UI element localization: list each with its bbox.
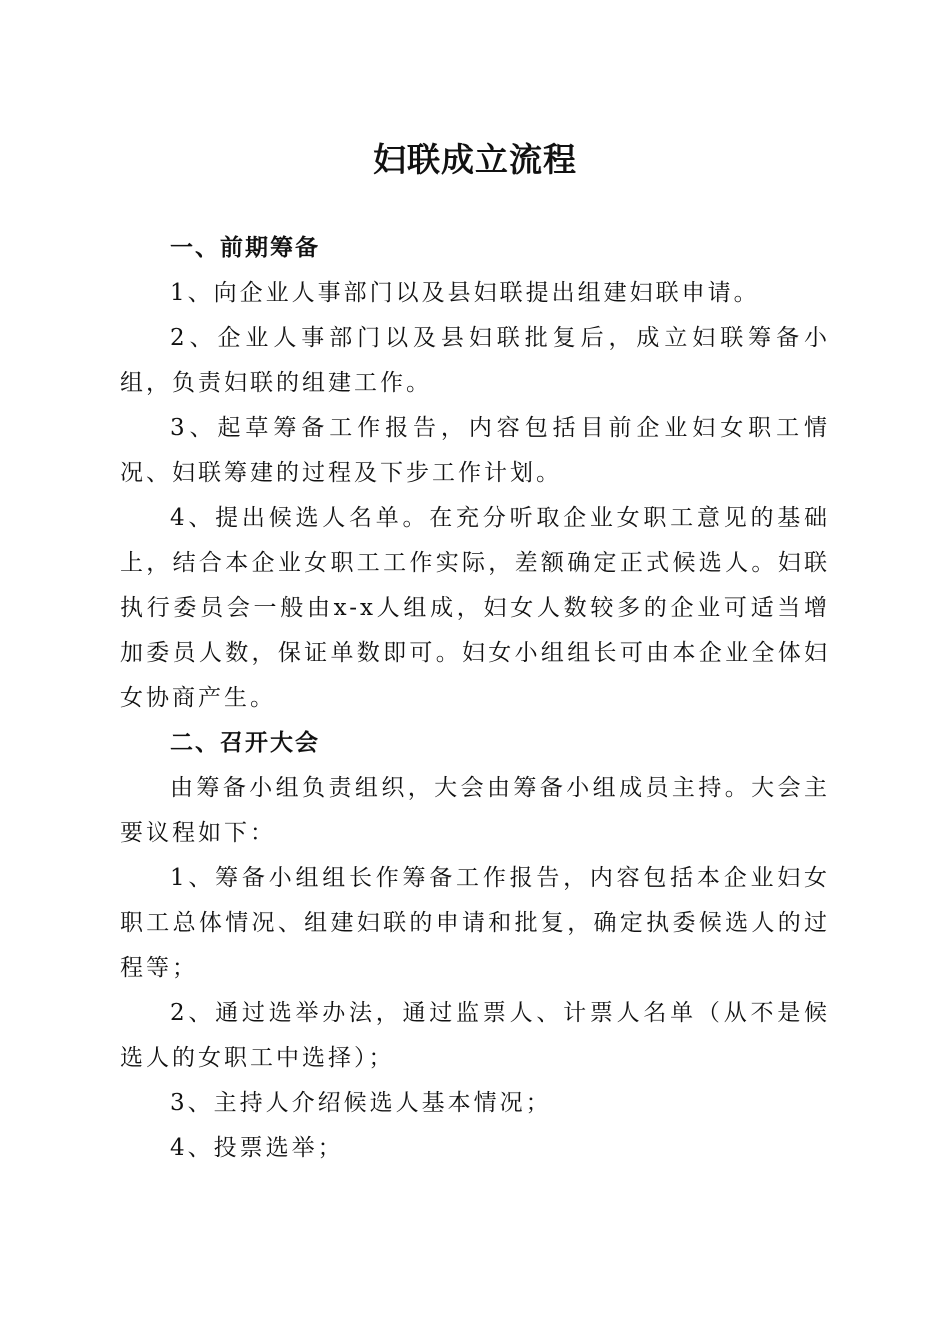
document-title: 妇联成立流程: [373, 140, 577, 179]
paragraph-prep-1: 1、向企业人事部门以及县妇联提出组建妇联申请。: [170, 280, 760, 306]
document-body: [120, 226, 830, 1171]
paragraph-prep-2: 2、企业人事部门以及县妇联批复后，成立妇联筹备小组，负责妇联的组建工作。: [120, 325, 830, 396]
paragraph-prep-3: 3、起草筹备工作报告，内容包括目前企业妇女职工情况、妇联筹建的过程及下步工作计划。: [120, 415, 830, 486]
paragraph-prep-4: 4、提出候选人名单。在充分听取企业女职工意见的基础上，结合本企业女职工工作实际，差额确定正式候选人。妇联执行委员会一般由x-x人组成，妇女人数较多的企业可适当增加委员人数，保证单数即可。妇女小组组长可由本企业全体妇女协商产生。: [120, 505, 830, 711]
section-heading-meeting: 二、召开大会: [170, 730, 320, 756]
paragraph-meeting-3: 3、主持人介绍候选人基本情况；: [170, 1090, 552, 1116]
paragraph-meeting-intro: 由筹备小组负责组织，大会由筹备小组成员主持。大会主要议程如下：: [120, 775, 830, 846]
section-heading-preparation: 一、前期筹备: [170, 235, 320, 261]
paragraph-meeting-4: 4、投票选举；: [170, 1135, 344, 1161]
paragraph-meeting-1: 1、筹备小组组长作筹备工作报告，内容包括本企业妇女职工总体情况、组建妇联的申请和批复，确定执委候选人的过程等；: [120, 865, 830, 981]
paragraph-meeting-2: 2、通过选举办法，通过监票人、计票人名单（从不是候选人的女职工中选择）；: [120, 1000, 830, 1071]
